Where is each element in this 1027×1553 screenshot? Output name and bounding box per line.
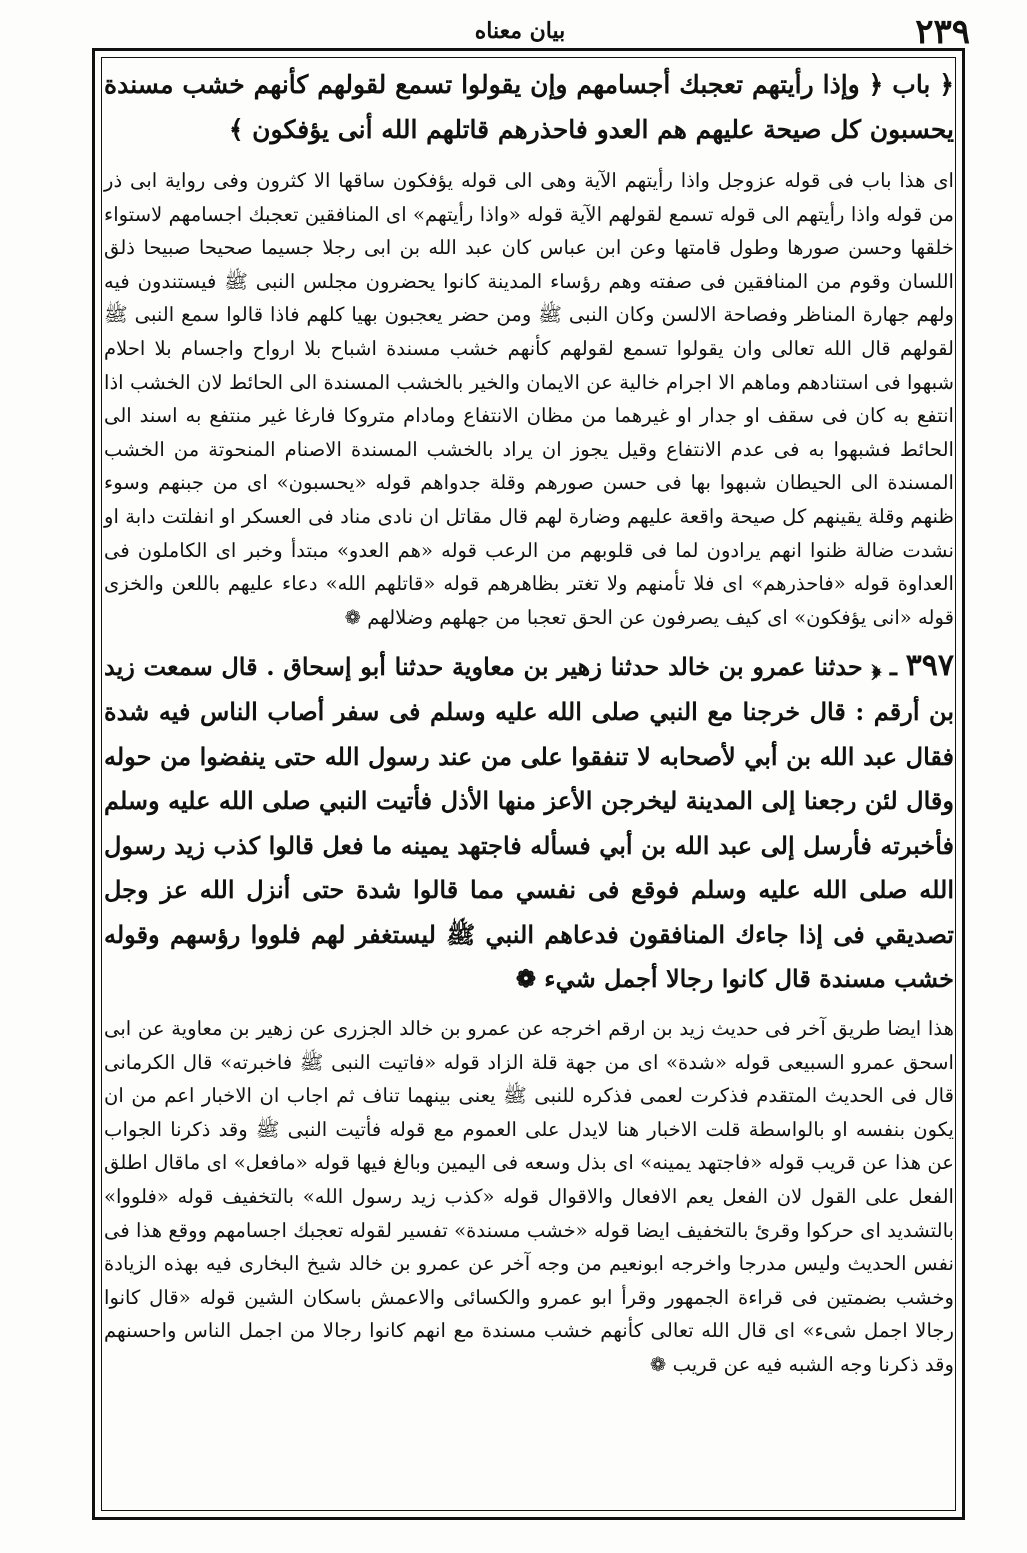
hadith-text bbox=[104, 644, 954, 1002]
text-body bbox=[104, 62, 954, 1502]
page-number: ٢٣٩ bbox=[915, 12, 970, 52]
page-header bbox=[70, 12, 970, 52]
commentary-paragraph: هذا ايضا طريق آخر فى حديث زيد بن ارقم اخرجه عن عمرو بن خالد الجزرى عن زهير بن معاوية عن ابى اسحق عمرو السبيعى قوله «شدة» اى من جهة قلة الزاد قوله «فاتيت النبى ﷺ فاخبرته» قال الكرمانى قال فى الحديث المتقدم فذكرت لعمى فذكره للنبى ﷺ يعنى بينهما تناف ثم اجاب ان الاخبار اعم من ان يكون بنفسه او بالواسطة قلت الاخبار هنا لايدل على العموم مع قوله فأتيت النبى ﷺ وقد ذكرنا الجواب عن هذا عن قريب قوله «فاجتهد يمينه» اى بذل وسعه فى اليمين وبالغ فيها قوله «مافعل» اى ماقال اطلق الفعل على القول لان الفعل يعم الافعال والاقوال قوله «كذب زيد رسول الله» بالتخفيف قوله «فلووا» بالتشديد اى حركوا وقرئ بالتخفيف ايضا قوله «خشب مسندة» تفسير لقوله تعجبك اجسامهم ووقع هذا فى نفس الحديث وليس مدرجا واخرجه ابونعيم من وجه آخر عن عمرو بن خالد شيخ البخارى فيه بهذه الزيادة وخشب بضمتين فى قراءة الجمهور وقرأ ابو عمرو والكسائى والاعمش باسكان الشين قوله «قال كانوا رجالا اجمل شىء» اى قال الله تعالى كأنهم خشب مسندة مع انهم كانوا رجالا من اجمل الناس واحسنهم وقد ذكرنا وجه الشبه فيه عن قريب ❁ bbox=[104, 1017, 954, 1376]
hadith-body: ـ ﴿ حدثنا عمرو بن خالد حدثنا زهير بن معاوية حدثنا أبو إسحاق . قال سمعت زيد بن أرقم : قال خرجنا مع النبي صلى الله عليه وسلم فى سفر أصاب الناس فيه شدة فقال عبد الله بن أبي لأصحابه لا تنفقوا على من عند رسول الله حتى ينفضوا من حوله وقال لئن رجعنا إلى المدينة ليخرجن الأعز منها الأذل فأتيت النبي صلى الله عليه وسلم فأخبرته فأرسل إلى عبد الله بن أبي فسأله فاجتهد يمينه ما فعل قالوا كذب زيد رسول الله صلى الله عليه وسلم فوقع فى نفسي مما قالوا شدة حتى أنزل الله عز وجل تصديقي فى إذا جاءك المنافقون فدعاهم النبي ﷺ ليستغفر لهم فلووا رؤسهم وقوله خشب مسندة قال كانوا رجالا أجمل شيء ❁ bbox=[104, 652, 954, 994]
commentary-paragraph: اى هذا باب فى قوله عزوجل واذا رأيتهم الآية وهى الى قوله يؤفكون ساقها الا كثرون وفى رواية ابى ذر من قوله واذا رأيتهم الى قوله تسمع لقولهم الآية قوله «واذا رأيتهم» اى المنافقين تعجبك اجسامهم لاستواء خلقها وحسن صورها وطول قامتها وعن ابن عباس كان عبد الله بن ابى رجلا جسيما صحيحا صبيحا ذلق اللسان وقوم من المنافقين فى صفته وهم رؤساء المدينة كانوا يحضرون مجلس النبى ﷺ فيستندون فيه ولهم جهارة المناظر وفصاحة الالسن وكان النبى ﷺ ومن حضر يعجبون بهيا كلهم فاذا قالوا سمع النبى ﷺ لقولهم قال الله تعالى وان يقولوا تسمع لقولهم كأنهم خشب مسندة اشباح بلا ارواح واجسام بلا احلام شبهوا فى استنادهم وماهم الا اجرام خالية عن الايمان والخير بالخشب المسندة الى الحائط لان الخشب اذا انتفع به كان فى سقف او جدار او غيرهما من مظان الانتفاع ومادام متروكا فارغا غير منتفع به اسند الى الحائط فشبهوا به فى عدم الانتفاع وقيل يجوز ان يراد بالخشب المسندة الاصنام المنحوتة من الخشب المسندة الى الحيطان شبهوا بها فى حسن صورهم وقلة جدواهم قوله «يحسبون» اى من جبنهم وسوء ظنهم وقلة يقينهم كل صيحة واقعة عليهم وضارة لهم قال مقاتل ان نادى مناد فى العسكر او انفلتت دابة او نشدت ضالة ظنوا انهم يرادون لما فى قلوبهم من الرعب قوله «هم العدو» مبتدأ وخبر اى الكاملون فى العداوة قوله «فاحذرهم» اى فلا تأمنهم ولا تغتر بظاهرهم قوله «قاتلهم الله» دعاء عليهم باللعن والخزى قوله «انى يؤفكون» اى كيف يصرفون عن الحق تعجبا من جهلهم وضلالهم ❁ bbox=[104, 169, 954, 629]
hadith-number: ٣٩٧ bbox=[905, 648, 954, 684]
running-title: بيان معناه bbox=[474, 18, 566, 44]
chapter-heading: ﴿ باب ﴿ وإذا رأيتهم تعجبك أجسامهم وإن يقولوا تسمع لقولهم كأنهم خشب مسندة يحسبون كل صيحة عليهم هم العدو فاحذرهم قاتلهم الله أنى يؤفكون ﴾ bbox=[104, 70, 954, 144]
